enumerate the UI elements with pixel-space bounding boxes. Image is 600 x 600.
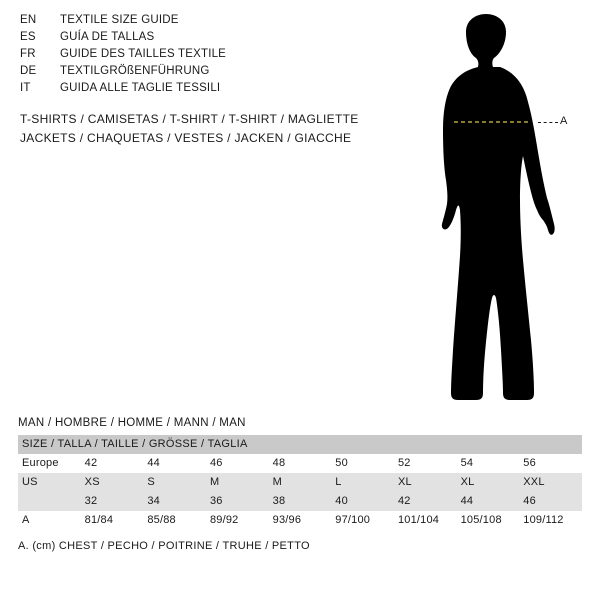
cell-value: 97/100 <box>331 511 394 530</box>
cell-value: L <box>331 473 394 492</box>
cell-value: 52 <box>394 454 457 473</box>
table-header-row <box>18 435 582 454</box>
cell-value: 101/104 <box>394 511 457 530</box>
cell-value: XXL <box>519 473 582 492</box>
language-row <box>20 14 400 31</box>
cell-value: 89/92 <box>206 511 269 530</box>
cell-value: 44 <box>143 454 206 473</box>
language-title: TEXTILGRÖßENFÜHRUNG <box>60 65 210 77</box>
cell-value: 42 <box>81 454 144 473</box>
cell-value: 109/112 <box>519 511 582 530</box>
table-footnote: A. (cm) CHEST / PECHO / POITRINE / TRUHE / PETTO <box>18 540 310 552</box>
table-row <box>18 511 582 530</box>
cell-value: 46 <box>206 454 269 473</box>
cell-value: 44 <box>457 492 520 511</box>
cell-value: 36 <box>206 492 269 511</box>
language-code: FR <box>20 48 36 60</box>
language-code: IT <box>20 82 31 94</box>
cell-value: 40 <box>331 492 394 511</box>
language-title: GUÍA DE TALLAS <box>60 31 155 43</box>
figure-illustration <box>400 10 590 405</box>
language-row <box>20 48 400 65</box>
cell-value: 38 <box>269 492 332 511</box>
size-table <box>18 435 582 530</box>
language-code: DE <box>20 65 37 77</box>
cell-value: 105/108 <box>457 511 520 530</box>
language-row <box>20 65 400 82</box>
row-label <box>18 492 81 511</box>
cell-value: 50 <box>331 454 394 473</box>
garment-category-list <box>20 110 420 148</box>
table-row <box>18 454 582 473</box>
language-list <box>20 14 400 99</box>
cell-value: 85/88 <box>143 511 206 530</box>
row-label: Europe <box>18 454 81 473</box>
table-title: MAN / HOMBRE / HOMME / MANN / MAN <box>18 417 246 429</box>
cell-value: M <box>269 473 332 492</box>
language-code: EN <box>20 14 37 26</box>
language-title: GUIDA ALLE TAGLIE TESSILI <box>60 82 221 94</box>
cell-value: 42 <box>394 492 457 511</box>
measurement-marker-label: A <box>560 115 568 127</box>
cell-value: XS <box>81 473 144 492</box>
language-title: GUIDE DES TAILLES TEXTILE <box>60 48 227 60</box>
language-row <box>20 31 400 48</box>
language-title: TEXTILE SIZE GUIDE <box>60 14 179 26</box>
male-silhouette-icon <box>400 10 590 405</box>
table-row <box>18 492 582 511</box>
table-header-label: SIZE / TALLA / TAILLE / GRÖSSE / TAGLIA <box>18 435 582 454</box>
table-row <box>18 473 582 492</box>
cell-value: 46 <box>519 492 582 511</box>
cell-value: 93/96 <box>269 511 332 530</box>
cell-value: 48 <box>269 454 332 473</box>
cell-value: 32 <box>81 492 144 511</box>
cell-value: 56 <box>519 454 582 473</box>
size-table-section <box>18 415 582 552</box>
cell-value: S <box>143 473 206 492</box>
category-tshirts: T-SHIRTS / CAMISETAS / T-SHIRT / T-SHIRT / MAGLIETTE <box>20 112 359 126</box>
language-code: ES <box>20 31 36 43</box>
row-label: A <box>18 511 81 530</box>
cell-value: M <box>206 473 269 492</box>
cell-value: 54 <box>457 454 520 473</box>
cell-value: XL <box>394 473 457 492</box>
measurement-leader-line <box>538 122 558 124</box>
language-row <box>20 82 400 99</box>
cell-value: 81/84 <box>81 511 144 530</box>
cell-value: XL <box>457 473 520 492</box>
cell-value: 34 <box>143 492 206 511</box>
category-jackets: JACKETS / CHAQUETAS / VESTES / JACKEN / GIACCHE <box>20 131 352 145</box>
row-label: US <box>18 473 81 492</box>
